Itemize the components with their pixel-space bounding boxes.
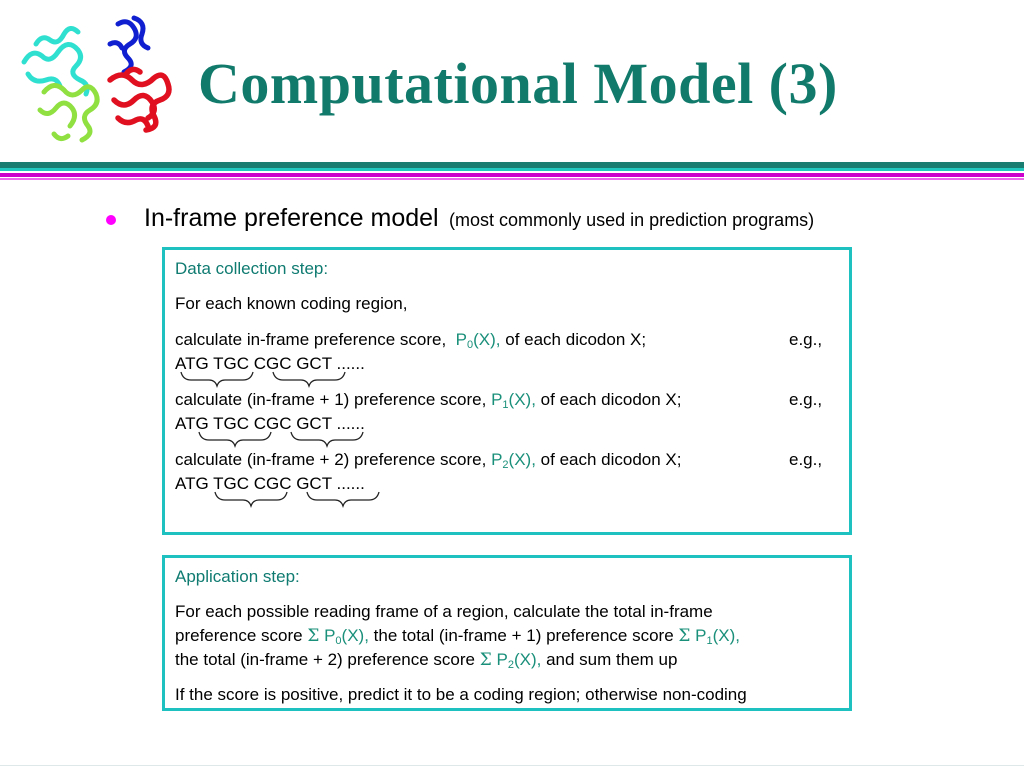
text-span: the total (in-frame + 1) preference score (373, 626, 674, 645)
header-rule-thin (0, 178, 1024, 180)
sum-p1: Σ $P_1(X)$, (678, 626, 741, 647)
score-description: calculate (in-frame + 1) preference score, (175, 390, 487, 409)
preference-score-line-2 (175, 650, 677, 671)
sequence-example: ATG TGC CGC GCT ...... (175, 474, 365, 493)
score-description: calculate (in-frame + 2) preference score, (175, 450, 487, 469)
text-span: the total (in-frame + 2) preference score (175, 650, 475, 669)
p0-symbol: $P_0(X)$, (455, 330, 501, 351)
dicodon-brace-icon (199, 432, 271, 446)
header-rule-magenta (0, 173, 1024, 177)
bullet-item (144, 204, 814, 233)
bullet-dot (106, 215, 116, 225)
dicodon-text: of each dicodon X; (540, 390, 682, 409)
score-description: calculate in-frame preference score, (175, 330, 447, 349)
reading-frame-line: For each possible reading frame of a region, calculate the total in-frame (175, 602, 713, 621)
text-span: and sum them up (546, 650, 678, 669)
dicodon-braces (165, 250, 855, 538)
sequence-example: ATG TGC CGC GCT ...... (175, 414, 365, 433)
dicodon-brace-icon (215, 492, 287, 506)
sequence-example: ATG TGC CGC GCT ...... (175, 354, 365, 373)
preference-score-line (175, 626, 740, 647)
bullet-main-text: In-frame preference model (144, 204, 439, 232)
dicodon-brace-icon (291, 432, 363, 446)
bullet-sub-text: (most commonly used in prediction programs) (449, 210, 815, 230)
eg-label: e.g., (789, 330, 823, 349)
data-collection-box (162, 247, 852, 535)
data-collection-heading: Data collection step: (175, 259, 329, 278)
known-coding-region-line: For each known coding region, (175, 294, 408, 313)
application-heading: Application step: (175, 567, 300, 586)
sum-p0: Σ $P_0(X)$, (307, 626, 369, 647)
application-step-box (162, 555, 852, 711)
footer-divider (0, 765, 1024, 766)
p2-symbol: $P_2(X)$, (491, 450, 536, 471)
dicodon-brace-icon (181, 372, 253, 386)
sum-p2: Σ $P_2(X)$, (479, 650, 542, 671)
eg-label: e.g., (789, 390, 823, 409)
dicodon-text: of each dicodon X; (540, 450, 682, 469)
header-rule-cyan (0, 168, 1024, 171)
dicodon-text: of each dicodon X; (505, 330, 647, 349)
eg-label: e.g., (789, 450, 823, 469)
slide-title: Computational Model (3) (198, 51, 838, 116)
dicodon-brace-icon (273, 372, 345, 386)
p1-symbol: $P_1(X)$, (491, 390, 536, 411)
text-span: preference score (175, 626, 303, 645)
dicodon-brace-icon (307, 492, 379, 506)
protein-structure-logo (14, 14, 174, 154)
prediction-rule-line: If the score is positive, predict it to be a coding region; otherwise non-coding (175, 685, 747, 704)
